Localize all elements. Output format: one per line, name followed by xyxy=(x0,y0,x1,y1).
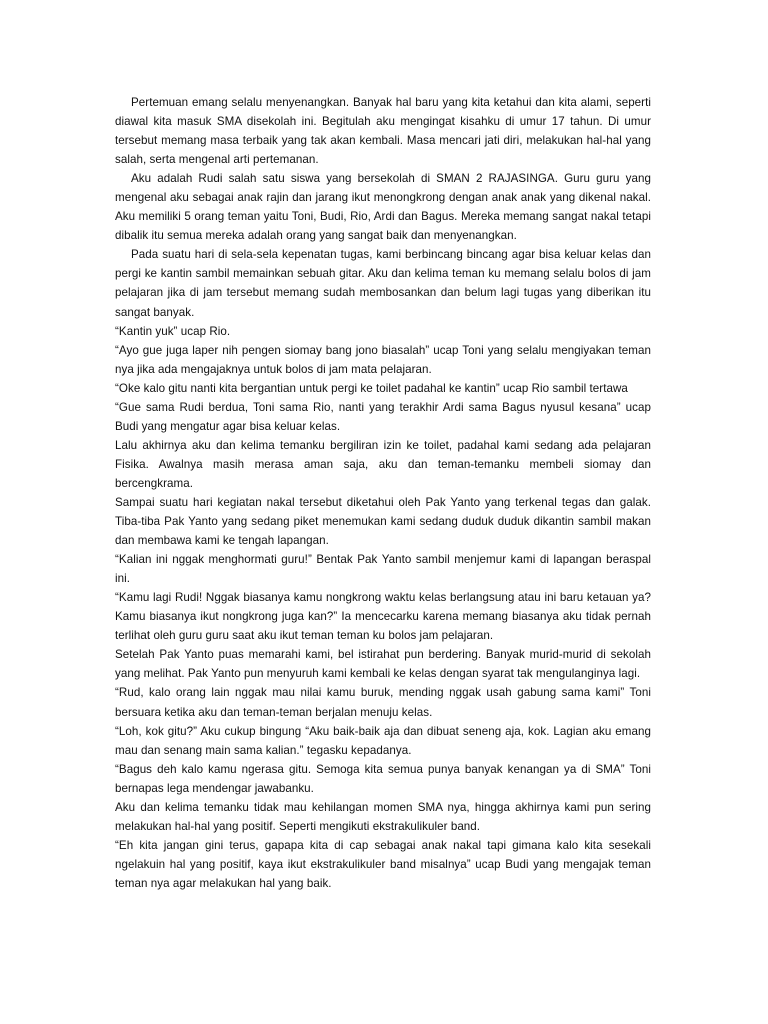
paragraph-14: “Loh, kok gitu?” Aku cukup bingung “Aku baik-baik aja dan dibuat seneng aja, kok. Lagian aku emang mau dan senang main sama kalian.” tegasku kepadanya. xyxy=(115,724,651,757)
paragraph-1: Pertemuan emang selalu menyenangkan. Banyak hal baru yang kita ketahui dan kita alami, seperti diawal kita masuk SMA disekolah ini. Begitulah aku mengingat kisahku di umur 17 tahun. Di umur tersebut memang masa terbaik yang tak akan kembali. Masa mencari jati diri, melakukan hal-hal yang salah, serta mengenal arti pertemanan. xyxy=(115,96,651,167)
paragraph-6: “Oke kalo gitu nanti kita bergantian untuk pergi ke toilet padahal ke kantin” ucap Rio sambil tertawa xyxy=(115,381,628,395)
paragraph-4: “Kantin yuk” ucap Rio. xyxy=(115,324,231,338)
paragraph-15: “Bagus deh kalo kamu ngerasa gitu. Semoga kita semua punya banyak kenangan ya di SMA” Toni bernapas lega mendengar jawabanku. xyxy=(115,762,651,795)
paragraph-5: “Ayo gue juga laper nih pengen siomay bang jono biasalah” ucap Toni yang selalu mengiyakan teman nya jika ada mengajaknya untuk bolos di jam mata pelajaran. xyxy=(115,343,651,376)
paragraph-13: “Rud, kalo orang lain nggak mau nilai kamu buruk, mending nggak usah gabung sama kami” Toni bersuara ketika aku dan teman-teman berjalan menuju kelas. xyxy=(115,686,651,719)
paragraph-12: Setelah Pak Yanto puas memarahi kami, bel istirahat pun berdering. Banyak murid-murid di sekolah yang melihat. Pak Yanto pun menyuruh kami kembali ke kelas dengan syarat tak mengulanginya lagi. xyxy=(115,648,651,681)
paragraph-16: Aku dan kelima temanku tidak mau kehilangan momen SMA nya, hingga akhirnya kami pun sering melakukan hal-hal yang positif. Seperti mengikuti ekstrakulikuler band. xyxy=(115,800,651,833)
paragraph-11: “Kamu lagi Rudi! Nggak biasanya kamu nongkrong waktu kelas berlangsung atau ini baru ketauan ya? Kamu biasanya ikut nongkrong juga kan?” Ia mencecarku karena memang biasanya aku tidak pernah terlihat oleh guru guru saat aku ikut teman teman ku bolos jam pelajaran. xyxy=(115,591,651,643)
paragraph-10: “Kalian ini nggak menghormati guru!” Bentak Pak Yanto sambil menjemur kami di lapangan beraspal ini. xyxy=(115,553,651,586)
paragraph-17: “Eh kita jangan gini terus, gapapa kita di cap sebagai anak nakal tapi gimana kalo kita sesekali ngelakuin hal yang positif, kaya ikut ekstrakulikuler band misalnya” ucap Budi yang mengajak teman teman nya agar melakukan hal yang baik. xyxy=(115,838,651,890)
paragraph-2: Aku adalah Rudi salah satu siswa yang bersekolah di SMAN 2 RAJASINGA. Guru guru yang mengenal aku sebagai anak rajin dan jarang ikut menongkrong dengan anak anak yang dikenal nakal. Aku memiliki 5 orang teman yaitu Toni, Budi, Rio, Ardi dan Bagus. Mereka memang sangat nakal tetapi dibalik itu semua mereka adalah orang yang sangat baik dan menyenangkan. xyxy=(115,172,651,243)
document-page xyxy=(115,93,651,893)
paragraph-7: “Gue sama Rudi berdua, Toni sama Rio, nanti yang terakhir Ardi sama Bagus nyusul kesana” ucap Budi yang mengatur agar bisa keluar kelas. xyxy=(115,400,651,433)
paragraph-3: Pada suatu hari di sela-sela kepenatan tugas, kami berbincang bincang agar bisa keluar kelas dan pergi ke kantin sambil memainkan sebuah gitar. Aku dan kelima teman ku memang selalu bolos di jam pelajaran jika di jam tersebut memang sudah membosankan dan belum lagi tugas yang diberikan itu sangat banyak. xyxy=(115,248,651,319)
paragraph-9: Sampai suatu hari kegiatan nakal tersebut diketahui oleh Pak Yanto yang terkenal tegas dan galak. Tiba-tiba Pak Yanto yang sedang piket menemukan kami sedang duduk duduk dikantin sambil makan dan membawa kami ke tengah lapangan. xyxy=(115,495,651,548)
paragraph-8: Lalu akhirnya aku dan kelima temanku bergiliran izin ke toilet, padahal kami sedang ada pelajaran Fisika. Awalnya masih merasa aman saja, aku dan teman-temanku membeli siomay dan bercengkrama. xyxy=(115,438,651,490)
